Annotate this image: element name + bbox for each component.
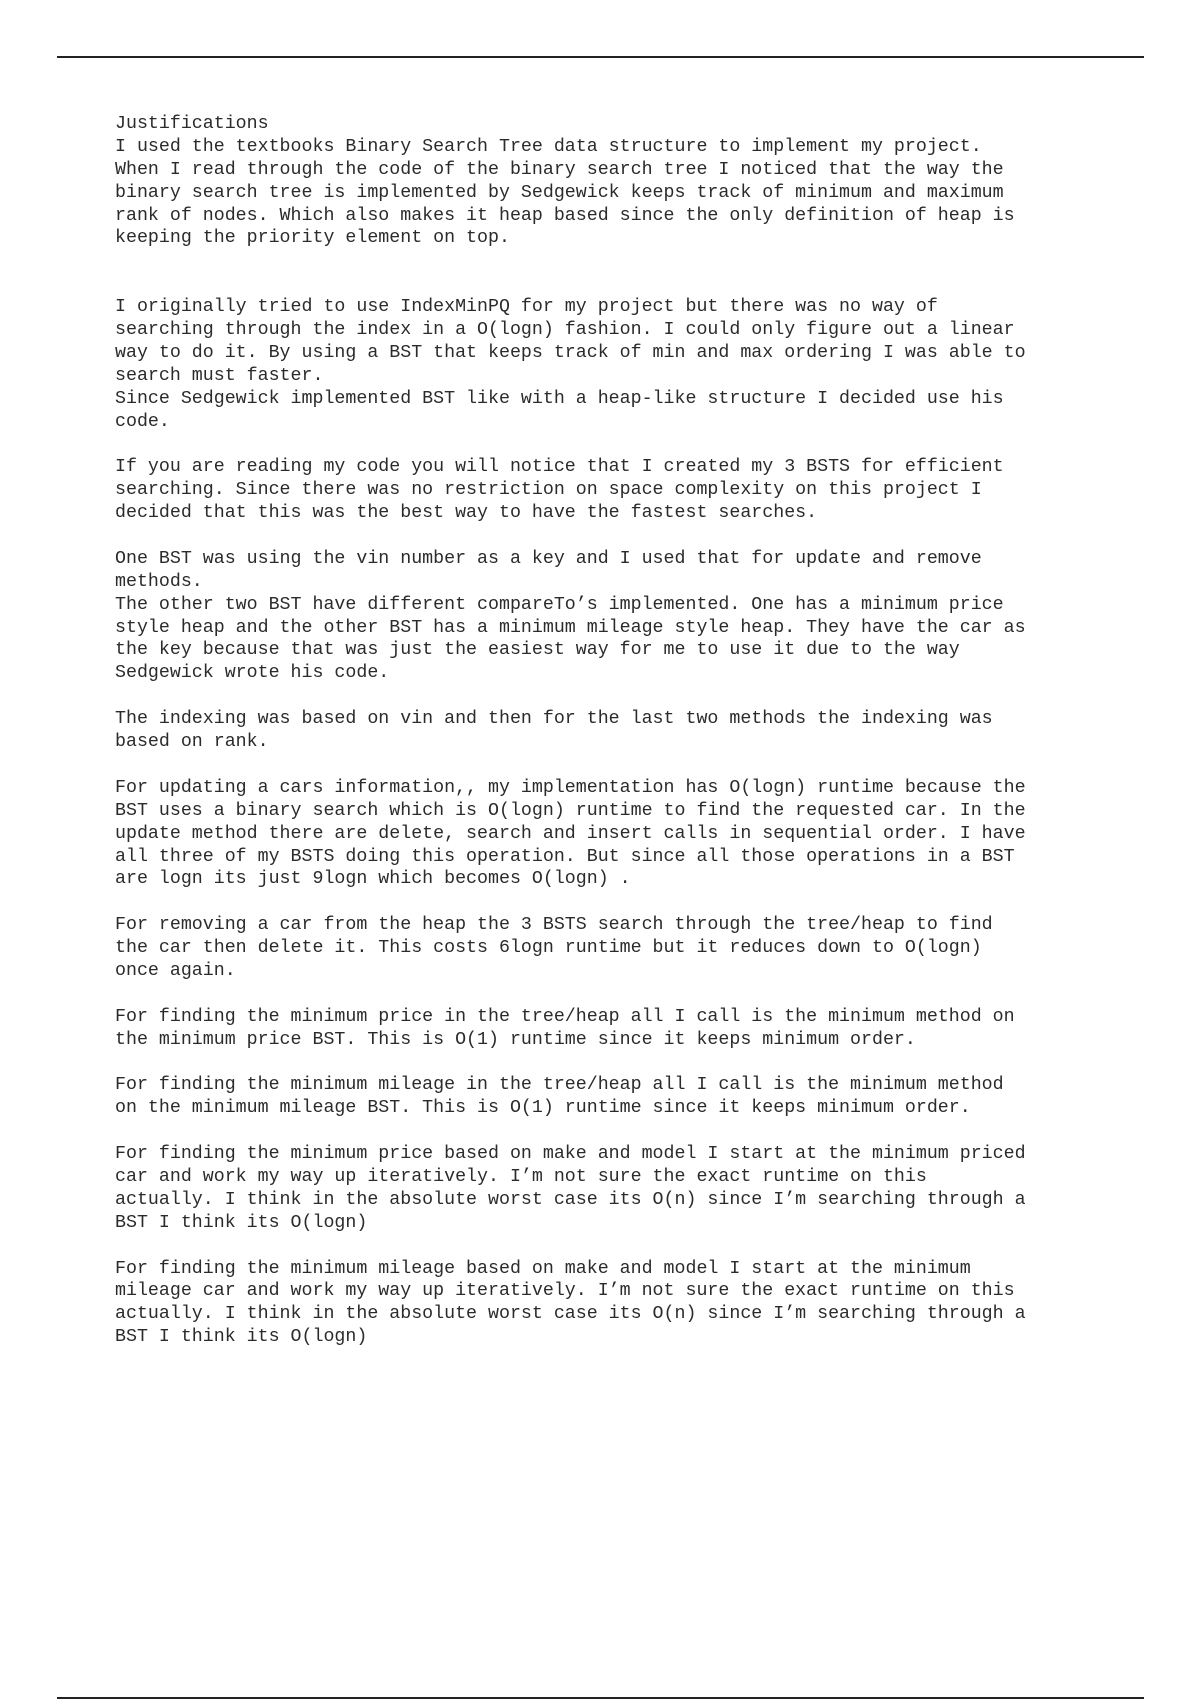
document-line	[115, 891, 1155, 914]
document-line: I used the textbooks Binary Search Tree data structure to implement my project.	[115, 136, 982, 157]
document-line: rank of nodes. Which also makes it heap based since the only definition of heap is	[115, 205, 1015, 226]
document-line: once again.	[115, 960, 236, 981]
document-line	[115, 1235, 1155, 1258]
document-line: BST uses a binary search which is O(logn) runtime to find the requested car. In the	[115, 800, 1026, 821]
document-line: For removing a car from the heap the 3 BSTS search through the tree/heap to find	[115, 915, 993, 936]
document-line: based on rank.	[115, 732, 269, 753]
document-line	[115, 273, 1155, 296]
document-line: decided that this was the best way to have the fastest searches.	[115, 503, 818, 524]
document-line: update method there are delete, search and insert calls in sequential order. I have	[115, 823, 1026, 844]
document-line: keeping the priority element on top.	[115, 228, 510, 249]
document-line	[115, 754, 1155, 777]
document-line: For finding the minimum mileage based on make and model I start at the minimum	[115, 1258, 971, 1279]
document-line: mileage car and work my way up iteratively. I’m not sure the exact runtime on this	[115, 1281, 1015, 1302]
document-line: the minimum price BST. This is O(1) runtime since it keeps minimum order.	[115, 1029, 916, 1050]
document-line: BST I think its O(logn)	[115, 1212, 368, 1233]
document-line: For updating a cars information,, my implementation has O(logn) runtime because the	[115, 777, 1026, 798]
document-line: One BST was using the vin number as a key and I used that for update and remove	[115, 548, 982, 569]
document-line: search must faster.	[115, 365, 324, 386]
document-line: are logn its just 9logn which becomes O(logn) .	[115, 869, 631, 890]
document-heading: Justifications	[115, 114, 269, 134]
document-line: I originally tried to use IndexMinPQ for my project but there was no way of	[115, 297, 938, 318]
document-line: style heap and the other BST has a minimum mileage style heap. They have the car as	[115, 617, 1026, 638]
document-line	[115, 433, 1155, 456]
document-line	[115, 983, 1155, 1006]
document-line	[115, 250, 1155, 273]
document-line: on the minimum mileage BST. This is O(1) runtime since it keeps minimum order.	[115, 1098, 971, 1119]
document-line: methods.	[115, 571, 203, 592]
document-line: When I read through the code of the binary search tree I noticed that the way the	[115, 159, 1004, 180]
document-line: The other two BST have different compareTo’s implemented. One has a minimum price	[115, 594, 1004, 615]
document-line	[115, 525, 1155, 548]
document-line: the car then delete it. This costs 6logn runtime but it reduces down to O(logn)	[115, 938, 982, 959]
top-horizontal-rule	[57, 56, 1144, 58]
document-line: The indexing was based on vin and then for the last two methods the indexing was	[115, 709, 993, 730]
document-body	[115, 113, 1155, 1349]
document-line: actually. I think in the absolute worst case its O(n) since I’m searching through a	[115, 1189, 1026, 1210]
document-line: For finding the minimum price based on make and model I start at the minimum priced	[115, 1144, 1026, 1165]
document-line: BST I think its O(logn)	[115, 1327, 368, 1348]
document-line: binary search tree is implemented by Sedgewick keeps track of minimum and maximum	[115, 182, 1004, 203]
document-line: code.	[115, 411, 170, 432]
document-line: For finding the minimum mileage in the tree/heap all I call is the minimum method	[115, 1075, 1004, 1096]
document-line	[115, 685, 1155, 708]
document-line	[115, 1052, 1155, 1075]
document-line: car and work my way up iteratively. I’m not sure the exact runtime on this	[115, 1166, 927, 1187]
document-line: Sedgewick wrote his code.	[115, 663, 390, 684]
document-line: Since Sedgewick implemented BST like with a heap-like structure I decided use his	[115, 388, 1004, 409]
document-line: If you are reading my code you will notice that I created my 3 BSTS for efficient	[115, 457, 1004, 478]
document-line: way to do it. By using a BST that keeps track of min and max ordering I was able to	[115, 342, 1026, 363]
document-line: searching. Since there was no restriction on space complexity on this project I	[115, 480, 982, 501]
document-line: the key because that was just the easiest way for me to use it due to the way	[115, 640, 960, 661]
bottom-horizontal-rule	[57, 1697, 1144, 1699]
document-line: actually. I think in the absolute worst case its O(n) since I’m searching through a	[115, 1304, 1026, 1325]
document-line: searching through the index in a O(logn) fashion. I could only figure out a linear	[115, 320, 1015, 341]
document-line: all three of my BSTS doing this operation. But since all those operations in a BST	[115, 846, 1015, 867]
document-line: For finding the minimum price in the tree/heap all I call is the minimum method on	[115, 1006, 1015, 1027]
document-line	[115, 1120, 1155, 1143]
